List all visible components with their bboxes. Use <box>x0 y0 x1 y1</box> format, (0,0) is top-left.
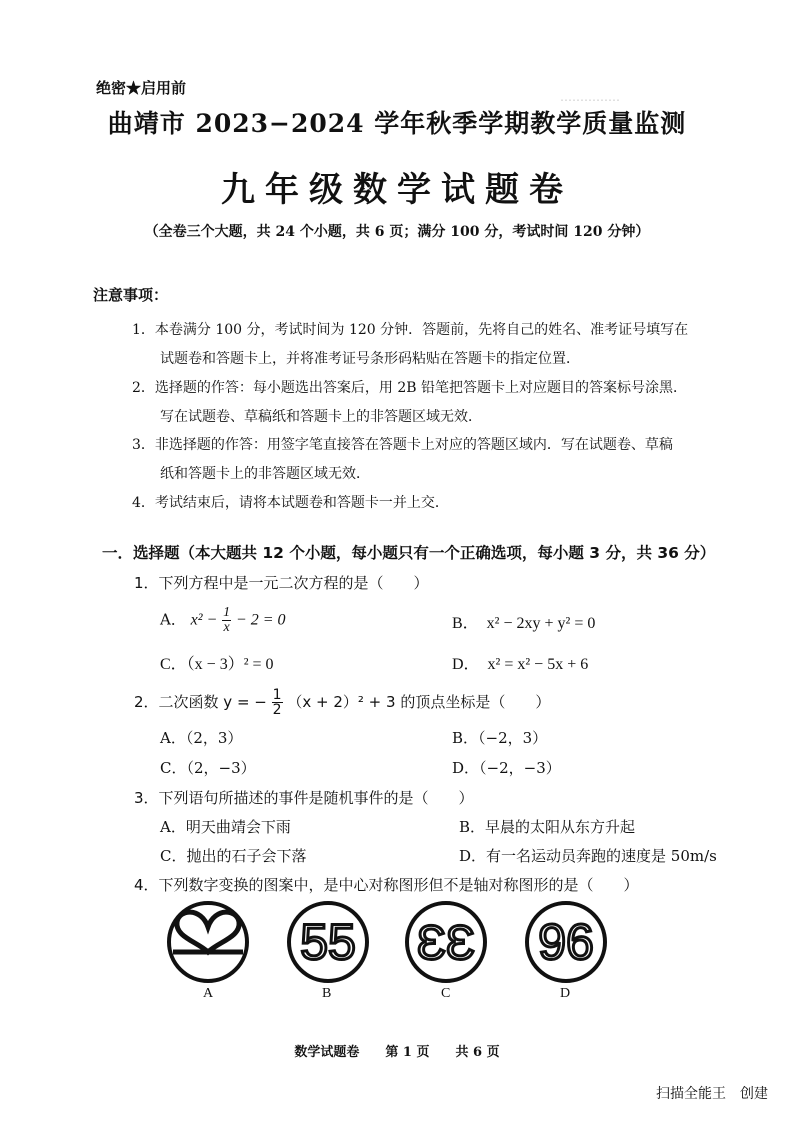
question-1-option-c: C．（x − 3）² = 0 <box>160 656 274 673</box>
question-1-option-d: D． x² = x² − 5x + 6 <box>452 656 589 673</box>
section-heading: 一．选择题（本大题共 12 个小题，每小题只有一个正确选项，每小题 3 分，共 36 分） <box>102 544 716 562</box>
question-3-option-c: C．抛出的石子会下落 <box>160 847 307 865</box>
question-2-option-d: D．（−2，−3） <box>452 759 561 777</box>
note-line: 4．考试结束后，请将本试题卷和答题卡一并上交． <box>132 495 449 511</box>
note-line: 试题卷和答题卡上，并将准考证号条形码粘贴在答题卡的指定位置． <box>160 351 580 367</box>
figure-a-label: A <box>203 986 214 1001</box>
figure-c-label: C <box>441 986 451 1001</box>
question-3-option-b: B．早晨的太阳从东方升起 <box>459 818 636 836</box>
figure-b-glyph: 55 <box>300 914 356 970</box>
notes-heading: 注意事项： <box>93 286 169 304</box>
confidential-label: 绝密★启用前 <box>96 79 187 97</box>
exam-paper-title: 九年级数学试题卷 <box>221 170 573 210</box>
scanner-watermark: 扫描全能王 创建 <box>656 1086 768 1102</box>
figure-b-55-circle <box>283 897 373 987</box>
question-2-option-a: A．（2，3） <box>160 729 243 747</box>
question-2-option-c: C．（2，−3） <box>160 759 256 777</box>
figure-d-96-circle <box>521 897 611 987</box>
exam-title: 曲靖市 2023−2024 学年秋季学期教学质量监测 <box>107 109 687 138</box>
note-line: 1．本卷满分 100 分，考试时间为 120 分钟．答题前，先将自己的姓名、准考证号填写在 <box>132 322 689 338</box>
page-footer: 数学试题卷 第 1 页 共 6 页 <box>294 1045 500 1060</box>
figure-c-33-circle <box>401 897 491 987</box>
note-line: 写在试题卷、草稿纸和答题卡上的非答题区域无效． <box>160 409 482 425</box>
question-1-option-a: A． x² − $\frac{1}{x}$ − 2 = 0 <box>160 605 286 635</box>
question-2-option-b: B．（−2，3） <box>452 729 548 747</box>
question-4-stem: 4．下列数字变换的图案中，是中心对称图形但不是轴对称图形的是（ ） <box>134 876 639 894</box>
note-line: 纸和答题卡上的非答题区域无效． <box>160 466 370 482</box>
question-1-option-b: B． x² − 2xy + y² = 0 <box>452 615 596 632</box>
question-3-option-a: A．明天曲靖会下雨 <box>160 818 291 836</box>
question-3-option-d: D．有一名运动员奔跑的速度是 50m/s <box>459 847 717 865</box>
note-line: 3．非选择题的作答：用签字笔直接答在答题卡上对应的答题区域内．写在试题卷、草稿 <box>132 437 673 453</box>
question-2-stem: 2．二次函数 y = − $\frac{1}{2}$ （x + 2）² + 3 的顶点坐标是（ ） <box>134 687 551 718</box>
exam-subtitle: （全卷三个大题，共 24 个小题，共 6 页；满分 100 分，考试时间 120 分钟） <box>144 224 650 240</box>
figure-a-heart-circle <box>163 897 253 987</box>
question-3-stem: 3．下列语句所描述的事件是随机事件的是（ ） <box>134 789 474 807</box>
figure-d-glyph: 96 <box>538 914 594 970</box>
figure-d-label: D <box>560 986 571 1001</box>
figure-c-glyph: ƐƐ <box>417 917 475 970</box>
figure-b-label: B <box>322 986 332 1001</box>
bleed-through-mark: …………… <box>560 90 620 104</box>
note-line: 2．选择题的作答：每小题选出答案后，用 2B 铅笔把答题卡上对应题目的答案标号涂黑． <box>132 380 688 396</box>
question-1-stem: 1．下列方程中是一元二次方程的是（ ） <box>134 574 429 592</box>
